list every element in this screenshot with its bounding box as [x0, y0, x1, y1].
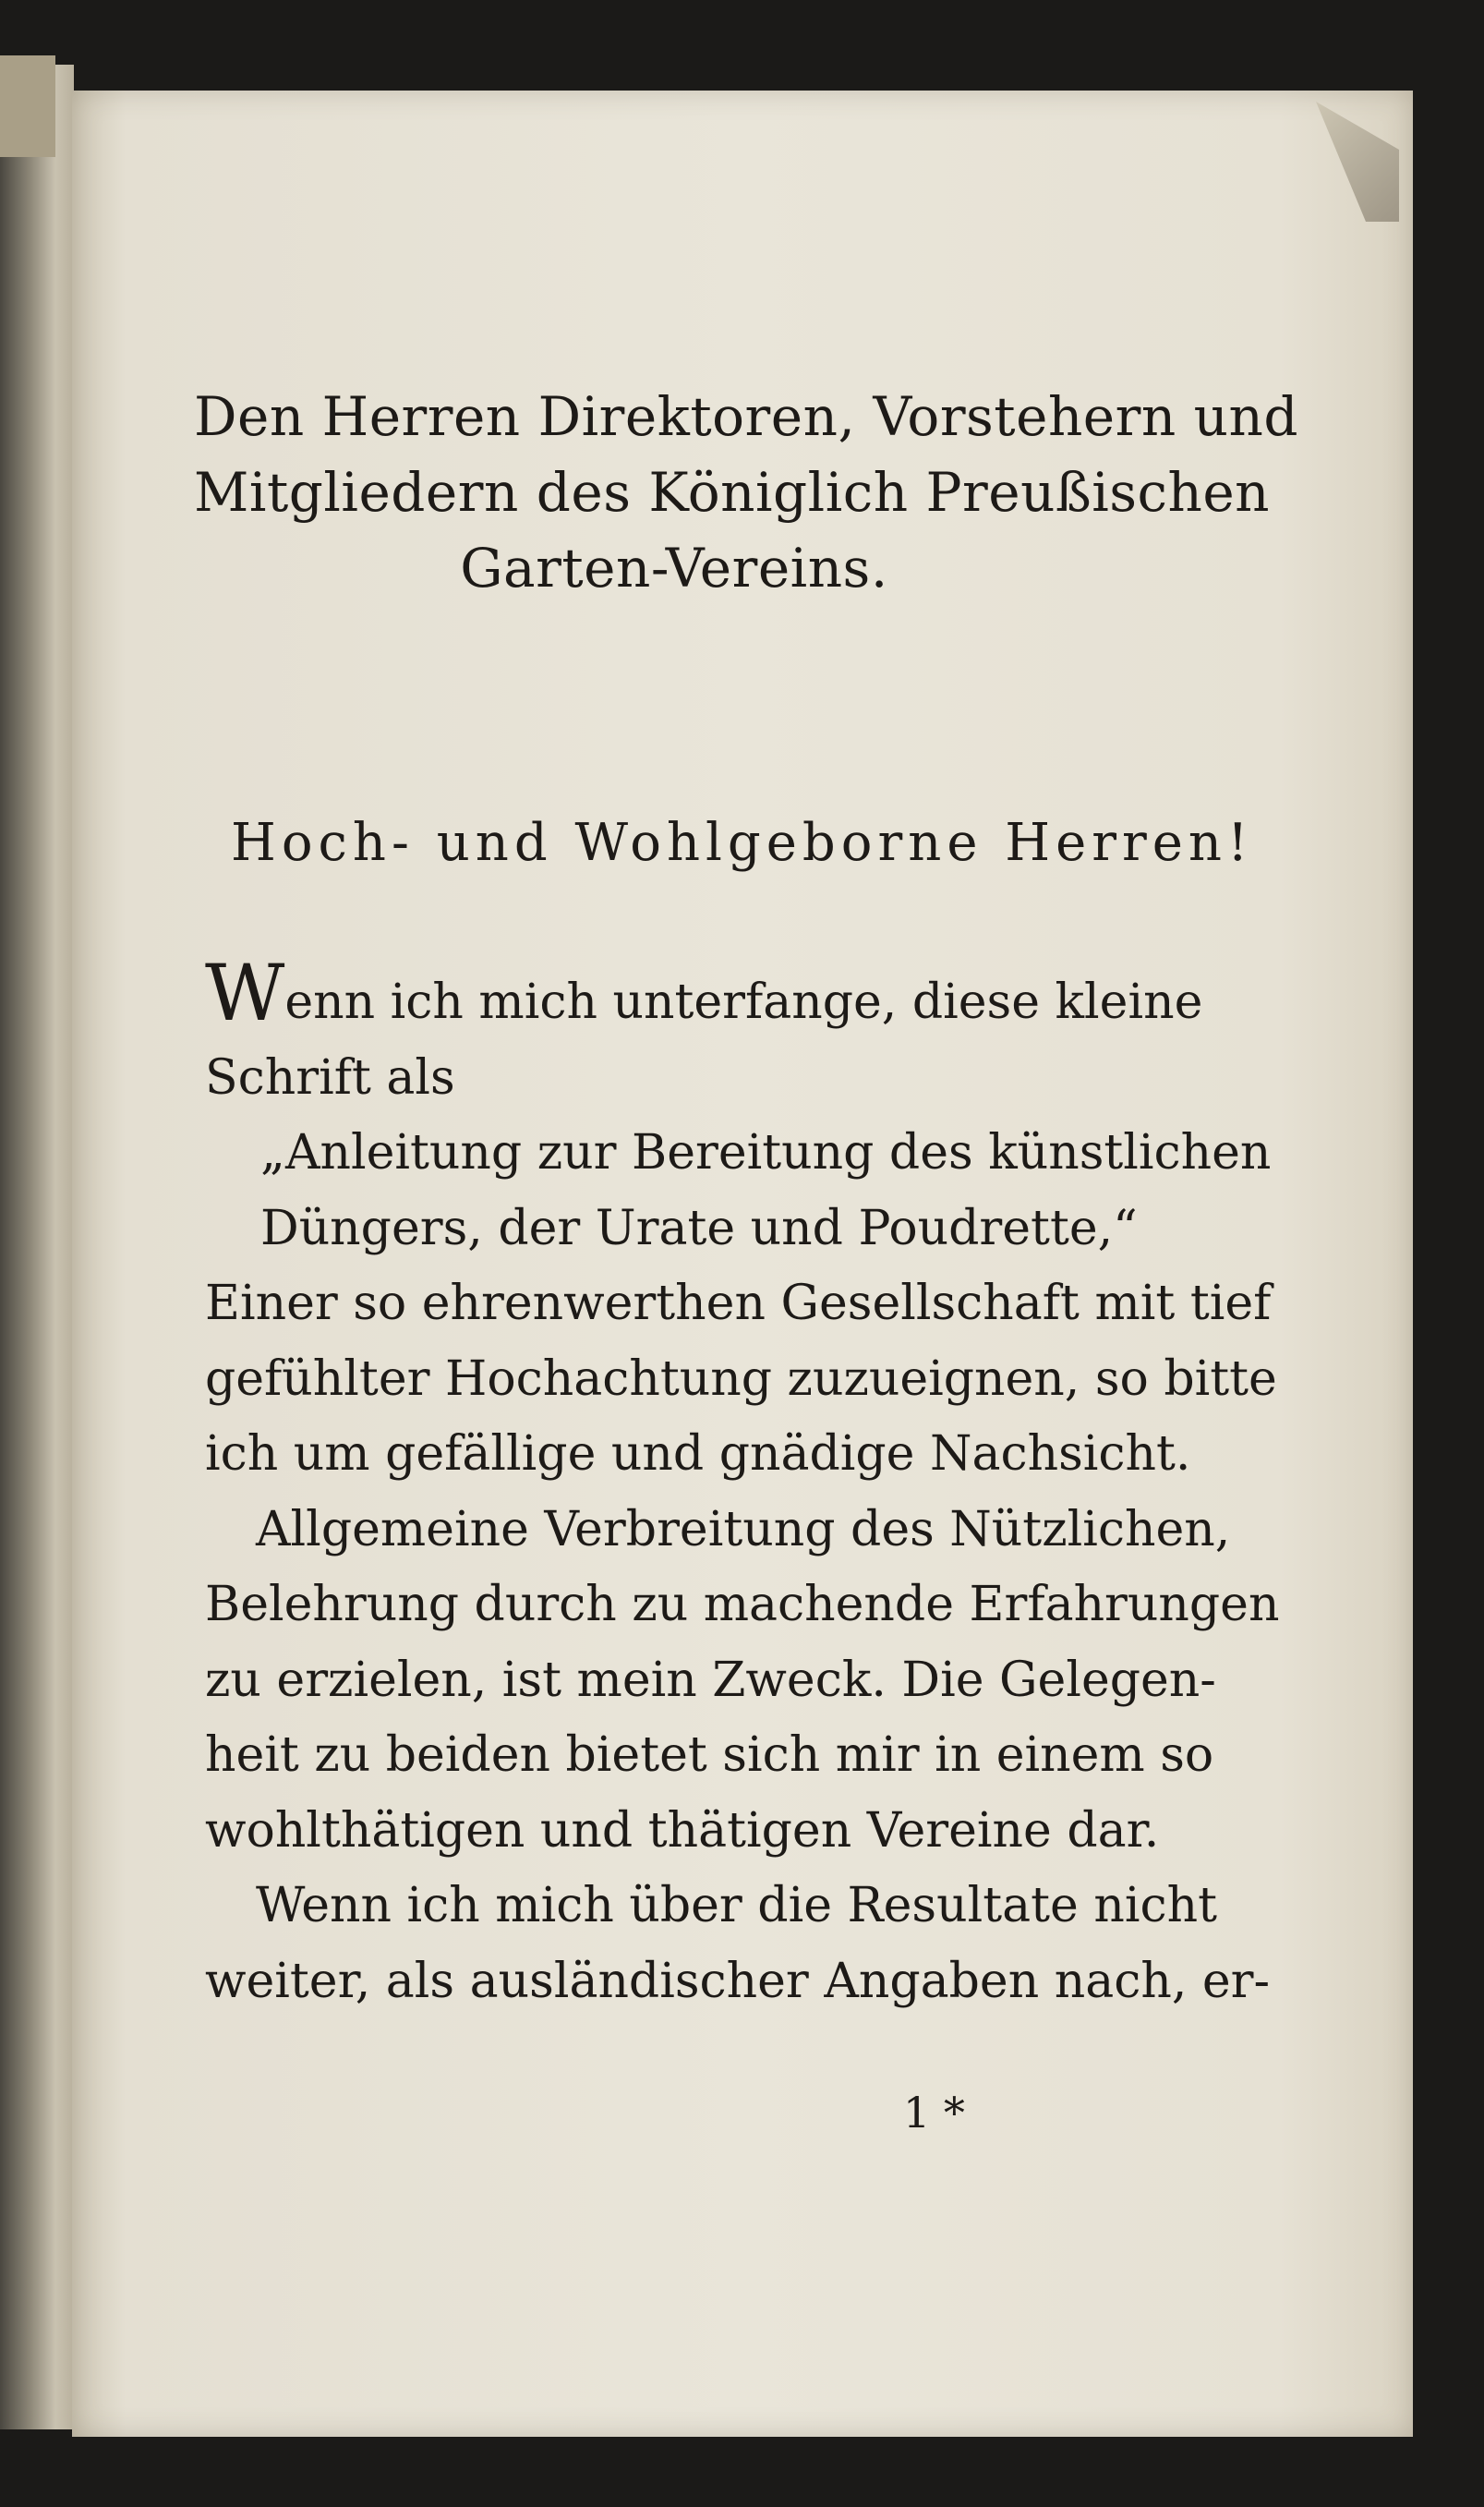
text-line: Allgemeine Verbreitung des Nützlichen,: [256, 1501, 1231, 1557]
signature-mark: 1 *: [903, 2088, 965, 2138]
header-line: Mitgliedern des Königlich Preußischen: [194, 461, 1271, 524]
text-line: zu erzielen, ist mein Zweck. Die Gelegen-: [205, 1652, 1216, 1708]
text-line: [205, 948, 1203, 1041]
left-page-corner: [0, 55, 55, 157]
text-line: ich um gefällige und gnädige Nachsicht.: [205, 1426, 1191, 1482]
text-line: „Anleitung zur Bereitung des künstlichen: [260, 1125, 1272, 1181]
header-line: Den Herren Direktoren, Vorstehern und: [194, 385, 1298, 448]
dedication-header: [194, 379, 1298, 606]
text-line: Wenn ich mich über die Resultate nicht: [256, 1878, 1217, 1933]
text-line: weiter, als ausländischer Angaben nach, er-: [205, 1953, 1271, 2009]
salutation: Hoch- und Wohlgeborne Herren!: [231, 813, 1254, 873]
header-line: Garten-Vereins.: [460, 537, 888, 600]
text-line: Düngers, der Urate und Poudrette,“: [260, 1200, 1138, 1256]
body-text: [205, 948, 1280, 2019]
text-line-content: enn ich mich unterfange, diese kleine: [284, 975, 1203, 1030]
text-line: Belehrung durch zu machende Erfahrungen: [205, 1577, 1280, 1632]
text-line: wohlthätigen und thätigen Vereine dar.: [205, 1802, 1160, 1859]
text-line: Einer so ehrenwerthen Gesellschaft mit tief: [205, 1276, 1272, 1331]
text-line: heit zu beiden bietet sich mir in einem so: [205, 1727, 1214, 1783]
left-page-edge: [0, 65, 74, 2429]
text-line: gefühlter Hochachtung zuzueignen, so bitte: [205, 1350, 1277, 1407]
text-line: Schrift als: [205, 1049, 455, 1106]
drop-cap: W: [205, 948, 285, 1038]
